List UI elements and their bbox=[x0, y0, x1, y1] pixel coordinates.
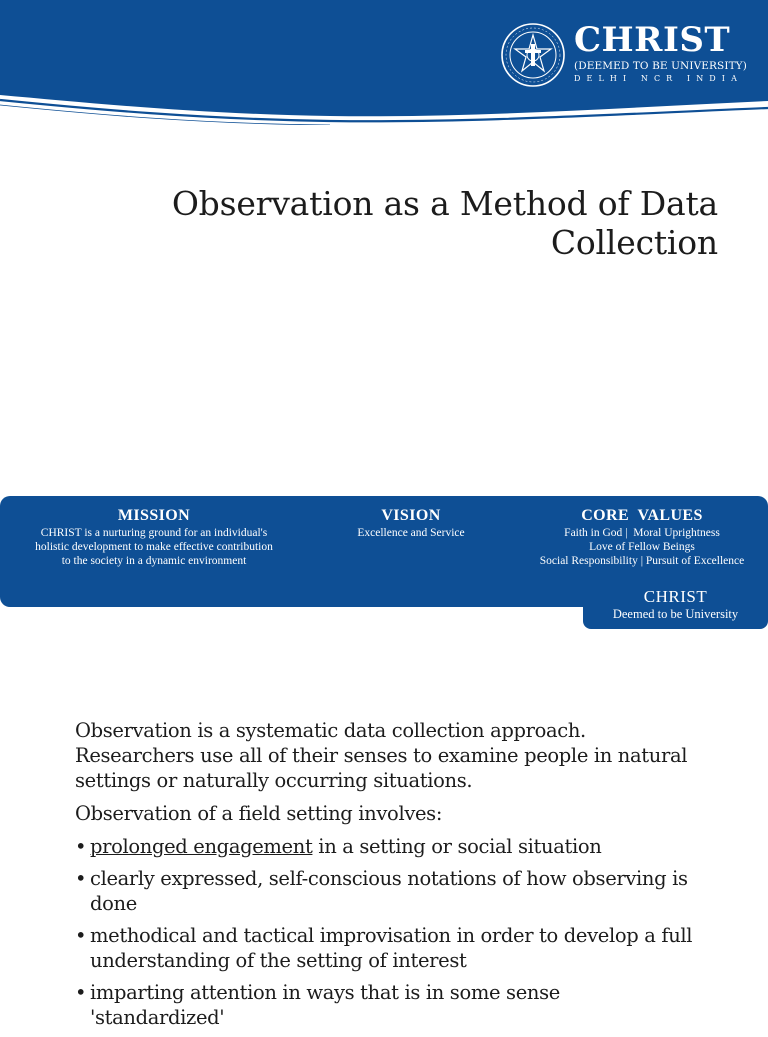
list-item bbox=[75, 866, 695, 916]
core-values-line: Love of Fellow Beings bbox=[589, 541, 695, 553]
university-logo[interactable] bbox=[500, 22, 750, 92]
bullet-text: methodical and tactical improvisation in order to develop a full understanding of the setting of interest bbox=[90, 924, 693, 972]
mission-heading: MISSION bbox=[117, 507, 191, 524]
mission-line: holistic development to make effective contribution bbox=[35, 541, 273, 553]
core-values-line: Social Responsibility | Pursuit of Excellence bbox=[539, 555, 745, 567]
slide-title-line-1: Observation as a Method of Data bbox=[171, 184, 718, 223]
slide-body bbox=[75, 718, 695, 1037]
core-values-line: Faith in God | Moral Uprightness bbox=[564, 527, 720, 539]
core-values-section bbox=[522, 506, 762, 568]
brand-name: CHRIST bbox=[574, 20, 731, 60]
bullet-marker: • bbox=[75, 924, 87, 947]
mission-line: to the society in a dynamic environment bbox=[61, 555, 247, 567]
bullet-text: imparting attention in ways that is in some sense 'standardized' bbox=[90, 981, 560, 1029]
brand-location: DELHI NCR INDIA bbox=[574, 74, 743, 83]
bullet-marker: • bbox=[75, 981, 87, 1004]
list-item bbox=[75, 980, 695, 1030]
slide-title-line-2: Collection bbox=[550, 223, 718, 262]
mission-line: CHRIST is a nurturing ground for an individual's bbox=[40, 527, 268, 539]
vision-text: Excellence and Service bbox=[357, 527, 465, 539]
list-item bbox=[75, 923, 695, 973]
footer-christ-tab bbox=[583, 584, 768, 629]
core-values-heading: CORE VALUES bbox=[581, 507, 703, 524]
vision-section bbox=[322, 506, 500, 540]
footer-christ-subtitle: Deemed to be University bbox=[612, 607, 739, 621]
mission-section bbox=[18, 506, 290, 568]
bullet-text: clearly expressed, self-conscious notations of how observing is done bbox=[90, 867, 688, 915]
brand-subtitle: (DEEMED TO BE UNIVERSITY) bbox=[574, 60, 747, 72]
university-seal-icon bbox=[500, 22, 566, 88]
underlined-term: prolonged engagement bbox=[90, 835, 313, 858]
bullet-marker: • bbox=[75, 835, 87, 858]
vision-heading: VISION bbox=[381, 507, 441, 524]
bullet-marker: • bbox=[75, 867, 87, 890]
list-item bbox=[75, 834, 695, 859]
lead-paragraph: Observation of a field setting involves: bbox=[75, 802, 443, 825]
slide-title bbox=[118, 184, 718, 262]
footer-christ-name: CHRIST bbox=[643, 587, 708, 606]
intro-paragraph: Observation is a systematic data collection approach. Researchers use all of their senses to examine people in natural settings or naturally occurring situations. bbox=[75, 719, 688, 792]
bullet-text: in a setting or social situation bbox=[312, 835, 602, 858]
